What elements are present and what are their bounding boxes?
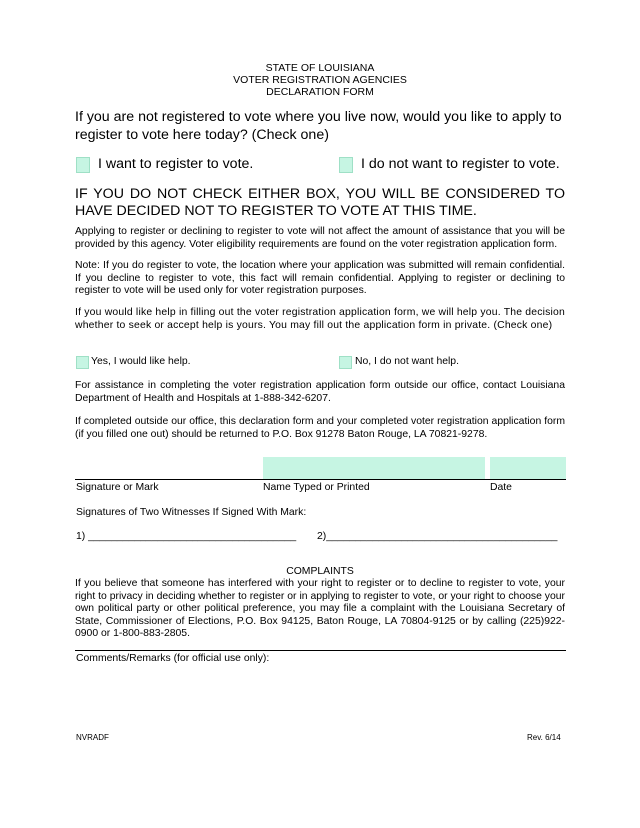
help-yes-label: Yes, I would like help. (91, 356, 191, 367)
signature-label: Signature or Mark (76, 482, 159, 493)
form-code: NVRADF (76, 733, 109, 742)
form-header (0, 62, 640, 98)
header-form-title: DECLARATION FORM (266, 86, 374, 98)
help-yes-checkbox[interactable] (76, 356, 89, 369)
signature-line (75, 479, 566, 480)
witness-2-line[interactable]: 2)________________________________________ (317, 531, 558, 542)
not-register-checkbox[interactable] (339, 157, 353, 173)
witnesses-title: Signatures of Two Witnesses If Signed With Mark: (76, 507, 307, 518)
witness-1-line[interactable]: 1) ____________________________________ (76, 531, 297, 542)
help-no-checkbox[interactable] (339, 356, 352, 369)
comments-label: Comments/Remarks (for official use only): (76, 653, 270, 664)
register-option-label: I want to register to vote. (98, 156, 254, 172)
revision-date: Rev. 6/14 (527, 733, 561, 742)
header-agencies: VOTER REGISTRATION AGENCIES (233, 74, 407, 86)
outside-assistance-paragraph: For assistance in completing the voter registration application form outside our office, contact Louisiana Department of Health and Hospitals at 1-888-342-6207. (75, 380, 565, 404)
registration-question: If you are not registered to vote where you live now, would you like to apply to register to vote here today? (Check one) (75, 109, 562, 143)
date-label: Date (490, 482, 512, 493)
return-instructions-paragraph: If completed outside our office, this declaration form and your completed voter registration application form (if you filled one out) should be returned to P.O. Box 91278 Baton Rouge, LA 70821-9278. (75, 416, 565, 440)
register-checkbox[interactable] (76, 157, 90, 173)
help-no-label: No, I do not want help. (355, 356, 459, 367)
confidentiality-note: Note: If you do register to vote, the location where your application was submitted will remain confidential. If you decline to register to vote, this fact will remain confidential. Applying to register or declining to register to vote will be used only for voter registration purposes. (75, 260, 565, 297)
complaints-title: COMPLAINTS (286, 566, 354, 577)
not-register-option-label: I do not want to register to vote. (361, 156, 560, 172)
date-field[interactable] (490, 457, 566, 479)
name-label: Name Typed or Printed (263, 482, 370, 493)
complaints-text: If you believe that someone has interfered with your right to register or to decline to register to vote, your right to privacy in deciding whether to register or in applying to register to vote, or your right to choose your own political party or other political preference, you may file a complaint with the Louisiana Secretary of State, Commissioner of Elections, P.O. Box 94125, Baton Rouge, LA 70804-9125 or by calling (225)922-0900 or 1-800-883-2805. (75, 578, 565, 640)
help-paragraph: If you would like help in filling out the voter registration application form, we will help you. The decision whether to seek or accept help is yours. You may fill out the application form in private. (Check one) (75, 307, 566, 331)
header-state: STATE OF LOUISIANA (265, 62, 375, 74)
assistance-paragraph: Applying to register or declining to register to vote will not affect the amount of assistance that you will be provided by this agency. Voter eligibility requirements are found on the voter registration application form. (75, 226, 565, 250)
comments-divider (75, 650, 566, 651)
name-printed-field[interactable] (263, 457, 485, 479)
warning-text: IF YOU DO NOT CHECK EITHER BOX, YOU WILL BE CONSIDERED TO HAVE DECIDED NOT TO REGISTER TO VOTE AT THIS TIME. (75, 186, 565, 219)
